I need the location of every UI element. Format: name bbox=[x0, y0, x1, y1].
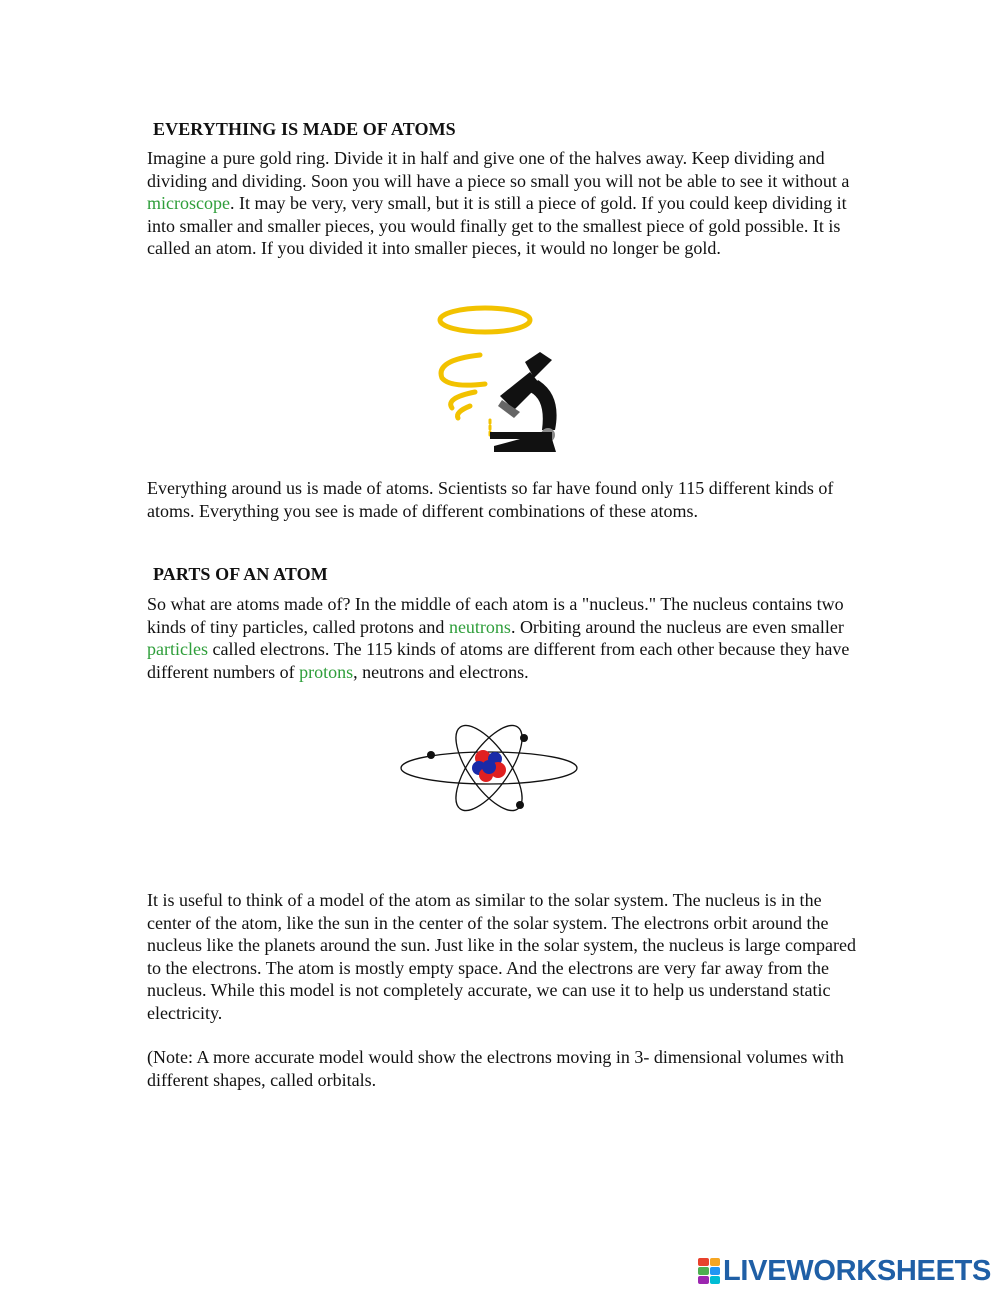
link-microscope[interactable]: microscope bbox=[147, 193, 230, 213]
paragraph-note: (Note: A more accurate model would show the electrons moving in 3- dimensional volumes with different shapes, called orbitals. bbox=[147, 1047, 844, 1090]
paragraph-solar-system-model: It is useful to think of a model of the atom as similar to the solar system. The nucleus is in the center of the atom, like the sun in the center of the solar system. The electrons orbit around the nucleus like the planets around the sun. Just like in the solar system, the nucleus is large compared to the electrons. The atom is mostly empty space. And the electrons are very far away from the nucleus. While this model is not completely accurate, we can use it to help us understand static electricity. bbox=[147, 890, 857, 1023]
link-particles[interactable]: particles bbox=[147, 639, 208, 659]
text-span: . Orbiting around the nucleus are even smaller bbox=[510, 616, 844, 637]
text-span: called electrons. The 115 kinds of atoms are different from each other because they have different numbers of bbox=[147, 639, 850, 682]
gold-ring-spiral-1 bbox=[441, 355, 485, 385]
section-heading-parts: PARTS OF AN ATOM bbox=[153, 564, 328, 584]
microscope-illustration bbox=[430, 300, 565, 460]
gold-ring-spiral-3 bbox=[458, 406, 471, 418]
text-span: . It may be very, very small, but it is still a piece of gold. If you could keep dividing it into smaller and smaller pieces, you would finally get to the smallest piece of gold possible. It is called an atom. If you divided it into smaller pieces, it would no longer be gold. bbox=[147, 193, 847, 258]
text-span: So what are atoms made of? In the middle of each atom is a "nucleus." The nucleus contains two kinds of tiny particles, called protons and bbox=[147, 594, 844, 637]
link-neutrons[interactable]: neutrons bbox=[448, 616, 511, 637]
paragraph-gold-ring bbox=[147, 147, 867, 260]
electron bbox=[427, 751, 435, 759]
logo-tile bbox=[698, 1258, 709, 1266]
paragraph-atom-parts bbox=[147, 593, 867, 683]
microscope-stage bbox=[490, 432, 552, 439]
microscope-base bbox=[494, 439, 556, 452]
liveworksheets-logo bbox=[698, 1256, 991, 1286]
logo-tile bbox=[698, 1276, 709, 1284]
gold-ring-top bbox=[440, 308, 530, 332]
electron bbox=[516, 801, 524, 809]
logo-mark-icon bbox=[698, 1258, 720, 1284]
logo-tile bbox=[710, 1276, 721, 1284]
section-heading-atoms: EVERYTHING IS MADE OF ATOMS bbox=[153, 119, 456, 139]
logo-tile bbox=[710, 1267, 721, 1275]
atom-illustration bbox=[398, 718, 580, 818]
logo-tile bbox=[698, 1267, 709, 1275]
link-protons[interactable]: protons bbox=[299, 661, 354, 682]
text-span: , neutrons and electrons. bbox=[353, 661, 529, 682]
microscope-body bbox=[490, 352, 557, 452]
text-span: Imagine a pure gold ring. Divide it in half and give one of the halves away. Keep dividing and dividing and dividing. Soon you will have a piece so small you will not be able to see it without a bbox=[147, 148, 850, 191]
microscope-arm bbox=[530, 380, 557, 430]
electron bbox=[520, 734, 528, 742]
neutron bbox=[482, 760, 496, 774]
logo-text: LIVEWORKSHEETS bbox=[723, 1254, 992, 1287]
atom-nucleus bbox=[472, 750, 506, 782]
paragraph-atoms-around-us: Everything around us is made of atoms. Scientists so far have found only 115 different kinds of atoms. Everything you see is made of different combinations of these atoms. bbox=[147, 478, 834, 521]
logo-tile bbox=[710, 1258, 721, 1266]
